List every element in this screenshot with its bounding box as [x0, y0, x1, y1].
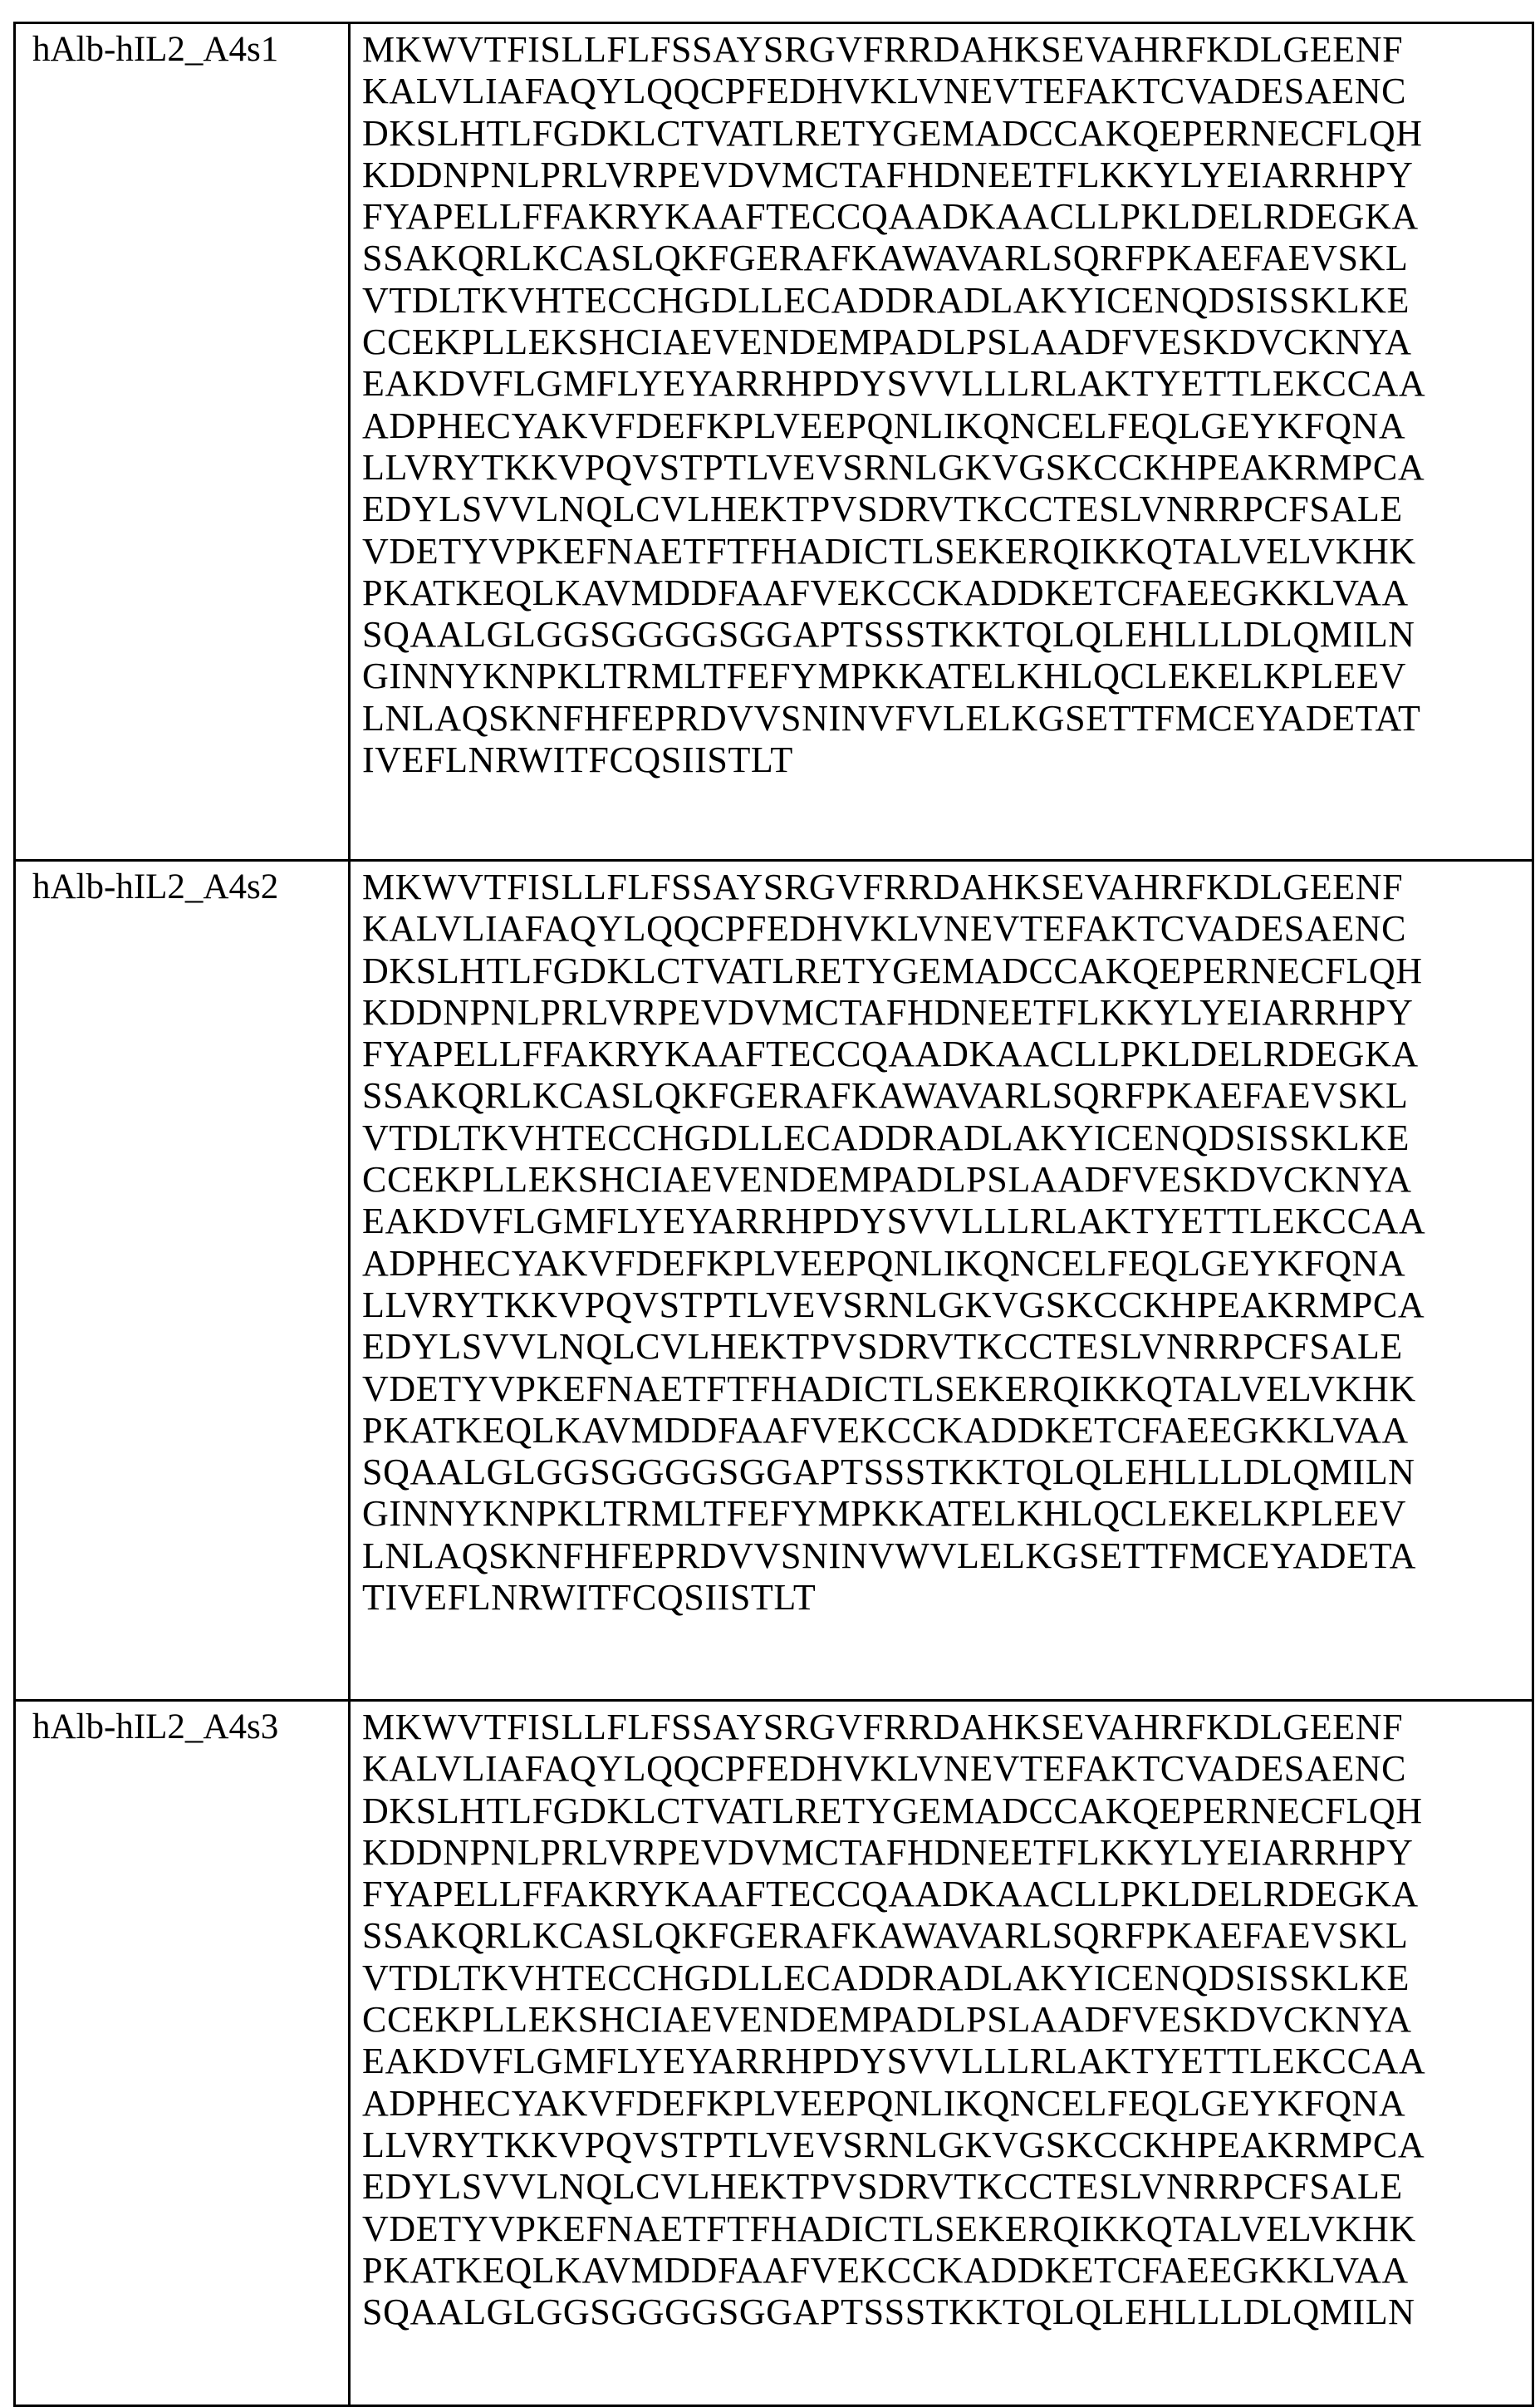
sequence-line: DKSLHTLFGDKLCTVATLRETYGEMADCCAKQEPERNECFLQH	[362, 951, 1532, 992]
table-row	[15, 1701, 1533, 2406]
sequence-line: LNLAQSKNFHFEPRDVVSNINVWVLELKGSETTFMCEYADETA	[362, 1535, 1532, 1577]
sequence-line: EAKDVFLGMFLYEYARRHPDYSVVLLLRLAKTYETTLEKCCAA	[362, 2041, 1532, 2082]
sequence-line: KDDNPNLPRLVRPEVDVMCTAFHDNEETFLKKYLYEIARRHPY	[362, 155, 1532, 196]
sequence-line: LNLAQSKNFHFEPRDVVSNINVFVLELKGSETTFMCEYADETAT	[362, 698, 1532, 739]
table-row	[15, 23, 1533, 861]
sequence-line: CCEKPLLEKSHCIAEVENDEMPADLPSLAADFVESKDVCKNYA	[362, 1159, 1532, 1201]
sequence-line: VTDLTKVHTECCHGDLLECADDRADLAKYICENQDSISSKLKE	[362, 280, 1532, 322]
sequence-line: VDETYVPKEFNAETFTFHADICTLSEKERQIKKQTALVELVKHK	[362, 531, 1532, 572]
construct-name-cell: hAlb-hIL2_A4s2	[15, 861, 350, 1701]
sequence-line: VDETYVPKEFNAETFTFHADICTLSEKERQIKKQTALVELVKHK	[362, 1368, 1532, 1410]
sequence-line: KALVLIAFAQYLQQCPFEDHVKLVNEVTEFAKTCVADESAENC	[362, 908, 1532, 950]
sequence-line: FYAPELLFFAKRYKAAFTECCQAADKAACLLPKLDELRDEGKA	[362, 196, 1532, 238]
sequence-line: SQAALGLGGSGGGGSGGAPTSSSTKKTQLQLEHLLLDLQMILN	[362, 1452, 1532, 1493]
sequence-line: EDYLSVVLNQLCVLHEKTPVSDRVTKCCTESLVNRRPCFSALE	[362, 1326, 1532, 1368]
sequence-cell	[350, 23, 1533, 861]
construct-name-cell: hAlb-hIL2_A4s3	[15, 1701, 350, 2406]
sequence-cell	[350, 861, 1533, 1701]
sequence-line: MKWVTFISLLFLFSSAYSRGVFRRDAHKSEVAHRFKDLGEENF	[362, 1707, 1532, 1748]
sequence-line: IVEFLNRWITFCQSIISTLT	[362, 739, 1532, 781]
sequence-line: ADPHECYAKVFDEFKPLVEEPQNLIKQNCELFEQLGEYKFQNA	[362, 2083, 1532, 2125]
sequence-line: ADPHECYAKVFDEFKPLVEEPQNLIKQNCELFEQLGEYKFQNA	[362, 405, 1532, 447]
sequence-line: EDYLSVVLNQLCVLHEKTPVSDRVTKCCTESLVNRRPCFSALE	[362, 489, 1532, 530]
sequence-line: GINNYKNPKLTRMLTFEFYMPKKATELKHLQCLEKELKPLEEV	[362, 656, 1532, 697]
sequence-line: LLVRYTKKVPQVSTPTLVEVSRNLGKVGSKCCKHPEAKRMPCA	[362, 447, 1532, 489]
construct-name-cell: hAlb-hIL2_A4s1	[15, 23, 350, 861]
sequence-line: EDYLSVVLNQLCVLHEKTPVSDRVTKCCTESLVNRRPCFSALE	[362, 2166, 1532, 2208]
sequence-line: VTDLTKVHTECCHGDLLECADDRADLAKYICENQDSISSKLKE	[362, 1118, 1532, 1159]
sequence-line: KALVLIAFAQYLQQCPFEDHVKLVNEVTEFAKTCVADESAENC	[362, 1748, 1532, 1790]
sequence-line: KALVLIAFAQYLQQCPFEDHVKLVNEVTEFAKTCVADESAENC	[362, 71, 1532, 112]
sequence-line: EAKDVFLGMFLYEYARRHPDYSVVLLLRLAKTYETTLEKCCAA	[362, 363, 1532, 405]
sequence-line: SSAKQRLKCASLQKFGERAFKAWAVARLSQRFPKAEFAEVSKL	[362, 1915, 1532, 1957]
sequence-line: VTDLTKVHTECCHGDLLECADDRADLAKYICENQDSISSKLKE	[362, 1958, 1532, 1999]
sequence-cell	[350, 1701, 1533, 2406]
table-row	[15, 861, 1533, 1701]
sequence-line: PKATKEQLKAVMDDFAAFVEKCCKADDKETCFAEEGKKLVAA	[362, 2250, 1532, 2292]
sequence-line: GINNYKNPKLTRMLTFEFYMPKKATELKHLQCLEKELKPLEEV	[362, 1493, 1532, 1535]
sequence-line: DKSLHTLFGDKLCTVATLRETYGEMADCCAKQEPERNECFLQH	[362, 1791, 1532, 1832]
sequence-line: KDDNPNLPRLVRPEVDVMCTAFHDNEETFLKKYLYEIARRHPY	[362, 1832, 1532, 1874]
sequence-line: EAKDVFLGMFLYEYARRHPDYSVVLLLRLAKTYETTLEKCCAA	[362, 1201, 1532, 1242]
sequence-line: SSAKQRLKCASLQKFGERAFKAWAVARLSQRFPKAEFAEVSKL	[362, 1075, 1532, 1117]
sequence-line: TIVEFLNRWITFCQSIISTLT	[362, 1577, 1532, 1619]
sequence-table-body	[15, 23, 1533, 2406]
sequence-line: SQAALGLGGSGGGGSGGAPTSSSTKKTQLQLEHLLLDLQMILN	[362, 614, 1532, 656]
sequence-line: PKATKEQLKAVMDDFAAFVEKCCKADDKETCFAEEGKKLVAA	[362, 1410, 1532, 1452]
sequence-line: KDDNPNLPRLVRPEVDVMCTAFHDNEETFLKKYLYEIARRHPY	[362, 992, 1532, 1034]
sequence-line: ADPHECYAKVFDEFKPLVEEPQNLIKQNCELFEQLGEYKFQNA	[362, 1243, 1532, 1285]
sequence-line: FYAPELLFFAKRYKAAFTECCQAADKAACLLPKLDELRDEGKA	[362, 1034, 1532, 1075]
sequence-line: FYAPELLFFAKRYKAAFTECCQAADKAACLLPKLDELRDEGKA	[362, 1874, 1532, 1915]
sequence-line: CCEKPLLEKSHCIAEVENDEMPADLPSLAADFVESKDVCKNYA	[362, 1999, 1532, 2041]
sequence-line: MKWVTFISLLFLFSSAYSRGVFRRDAHKSEVAHRFKDLGEENF	[362, 29, 1532, 71]
sequence-line: SQAALGLGGSGGGGSGGAPTSSSTKKTQLQLEHLLLDLQMILN	[362, 2292, 1532, 2333]
sequence-line: MKWVTFISLLFLFSSAYSRGVFRRDAHKSEVAHRFKDLGEENF	[362, 867, 1532, 908]
sequence-line: CCEKPLLEKSHCIAEVENDEMPADLPSLAADFVESKDVCKNYA	[362, 322, 1532, 363]
sequence-line: LLVRYTKKVPQVSTPTLVEVSRNLGKVGSKCCKHPEAKRMPCA	[362, 2125, 1532, 2166]
sequence-table	[13, 22, 1534, 2407]
sequence-line: DKSLHTLFGDKLCTVATLRETYGEMADCCAKQEPERNECFLQH	[362, 113, 1532, 155]
sequence-line: SSAKQRLKCASLQKFGERAFKAWAVARLSQRFPKAEFAEVSKL	[362, 238, 1532, 279]
sequence-line: VDETYVPKEFNAETFTFHADICTLSEKERQIKKQTALVELVKHK	[362, 2208, 1532, 2250]
sequence-line: LLVRYTKKVPQVSTPTLVEVSRNLGKVGSKCCKHPEAKRMPCA	[362, 1285, 1532, 1326]
sequence-line: PKATKEQLKAVMDDFAAFVEKCCKADDKETCFAEEGKKLVAA	[362, 572, 1532, 614]
